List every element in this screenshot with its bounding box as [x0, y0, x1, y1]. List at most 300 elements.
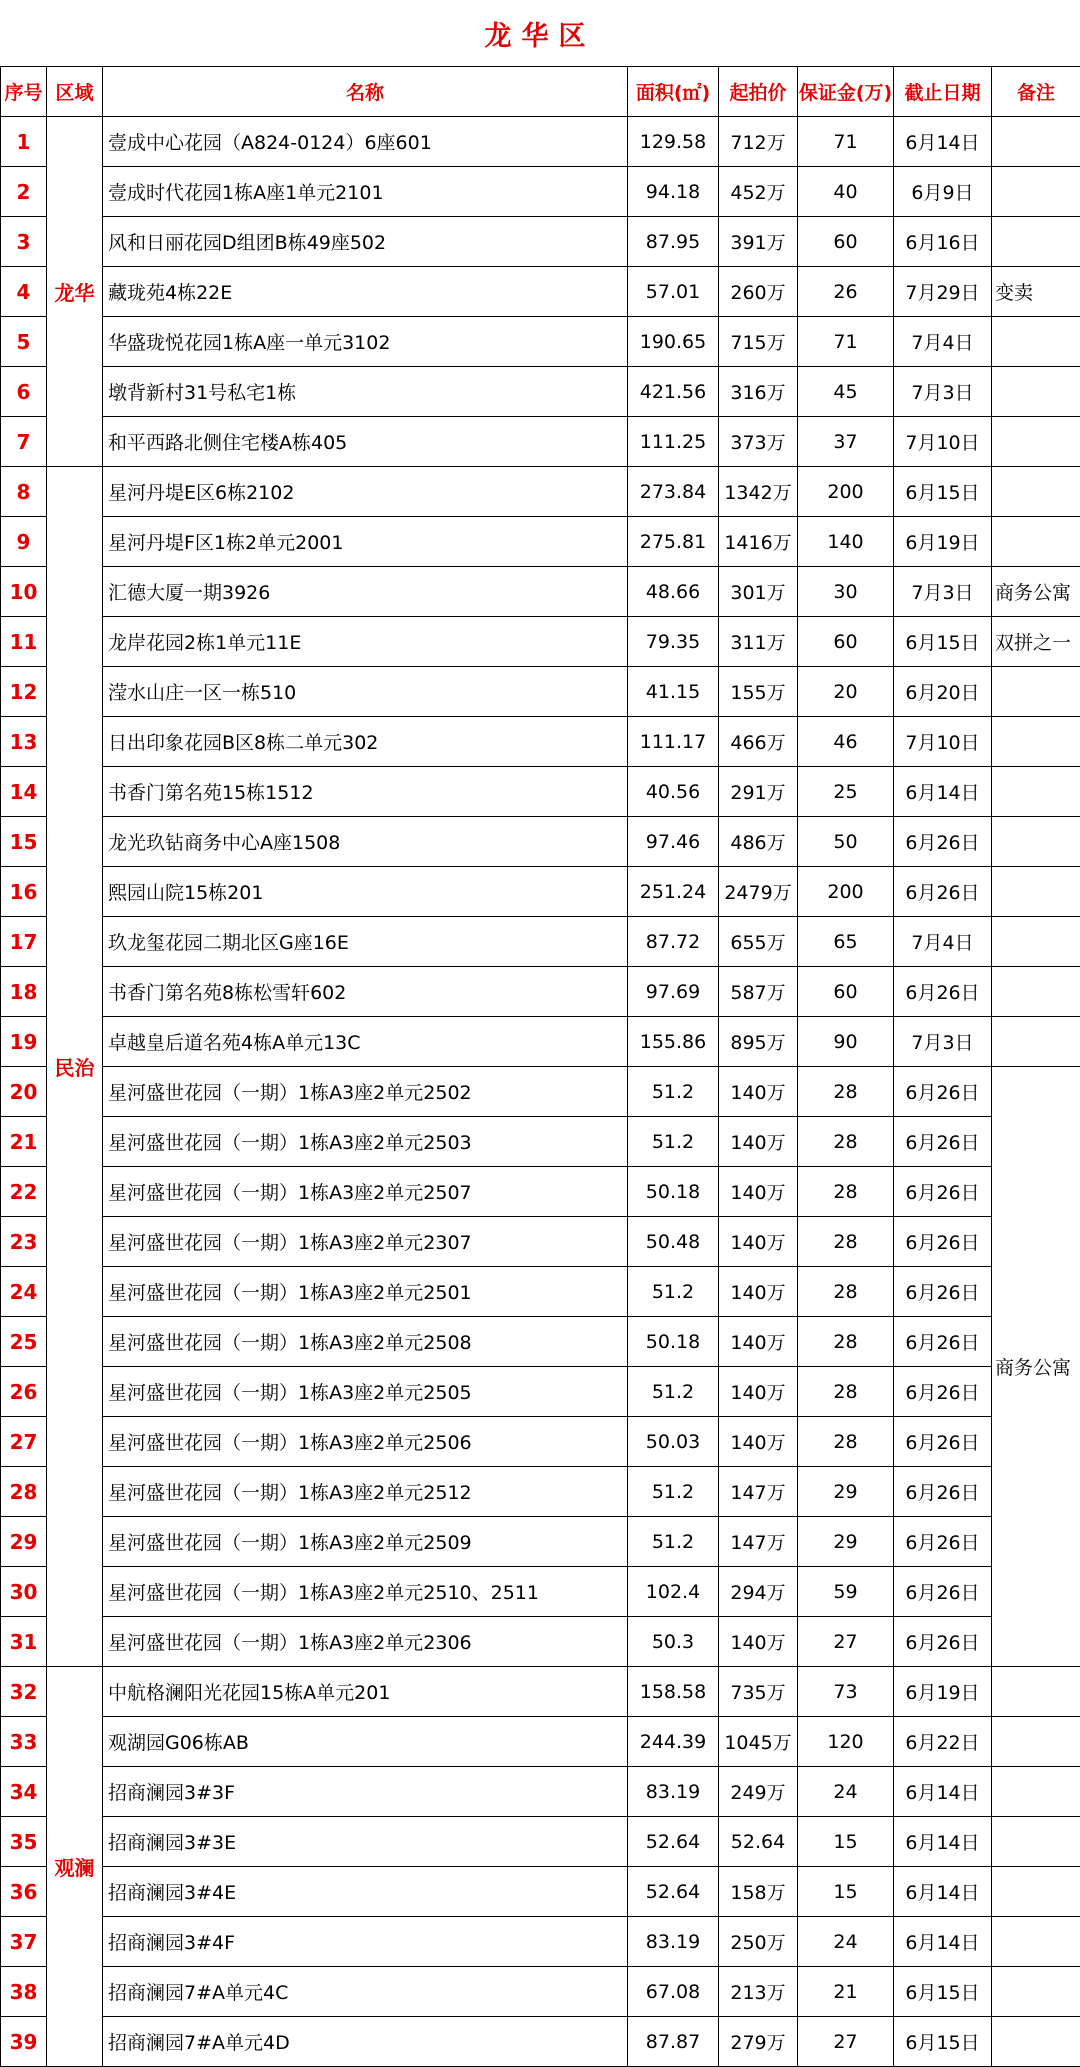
row-index: 34: [1, 1767, 47, 1817]
remark-cell: [992, 817, 1080, 867]
property-name: 星河盛世花园（一期）1栋A3座2单元2510、2511: [103, 1567, 628, 1617]
property-name: 招商澜园7#A单元4D: [103, 2017, 628, 2067]
row-index: 7: [1, 417, 47, 467]
row-index: 31: [1, 1617, 47, 1667]
deadline-cell: 6月14日: [894, 1867, 992, 1917]
table-row: [1, 1467, 1080, 1517]
area-cell: 275.81: [628, 517, 719, 567]
deposit-cell: 29: [798, 1517, 894, 1567]
row-index: 20: [1, 1067, 47, 1117]
area-cell: 51.2: [628, 1517, 719, 1567]
start-price-cell: 140万: [719, 1367, 798, 1417]
deposit-cell: 15: [798, 1867, 894, 1917]
area-cell: 129.58: [628, 117, 719, 167]
deposit-cell: 200: [798, 467, 894, 517]
property-name: 星河盛世花园（一期）1栋A3座2单元2506: [103, 1417, 628, 1467]
deposit-cell: 28: [798, 1167, 894, 1217]
table-row: [1, 467, 1080, 517]
deposit-cell: 46: [798, 717, 894, 767]
deadline-cell: 6月26日: [894, 1067, 992, 1117]
area-cell: 83.19: [628, 1917, 719, 1967]
start-price-cell: 1416万: [719, 517, 798, 567]
deposit-cell: 24: [798, 1767, 894, 1817]
row-index: 33: [1, 1717, 47, 1767]
deadline-cell: 7月3日: [894, 567, 992, 617]
table-row: [1, 1217, 1080, 1267]
deposit-cell: 21: [798, 1967, 894, 2017]
start-price-cell: 373万: [719, 417, 798, 467]
start-price-cell: 301万: [719, 567, 798, 617]
start-price-cell: 1342万: [719, 467, 798, 517]
property-name: 风和日丽花园D组团B栋49座502: [103, 217, 628, 267]
table-row: [1, 1767, 1080, 1817]
district-cell: 民治: [47, 467, 103, 1667]
area-cell: 50.18: [628, 1167, 719, 1217]
start-price-cell: 213万: [719, 1967, 798, 2017]
start-price-cell: 587万: [719, 967, 798, 1017]
area-cell: 102.4: [628, 1567, 719, 1617]
deadline-cell: 6月15日: [894, 1967, 992, 2017]
deposit-cell: 59: [798, 1567, 894, 1617]
deadline-cell: 6月26日: [894, 1317, 992, 1367]
start-price-cell: 291万: [719, 767, 798, 817]
deposit-cell: 28: [798, 1417, 894, 1467]
deadline-cell: 6月14日: [894, 117, 992, 167]
start-price-cell: 250万: [719, 1917, 798, 1967]
deposit-cell: 71: [798, 317, 894, 367]
deadline-cell: 6月26日: [894, 1167, 992, 1217]
deadline-cell: 6月26日: [894, 967, 992, 1017]
remark-cell: [992, 367, 1080, 417]
table-row: [1, 817, 1080, 867]
deposit-cell: 28: [798, 1217, 894, 1267]
row-index: 25: [1, 1317, 47, 1367]
start-price-cell: 715万: [719, 317, 798, 367]
start-price-cell: 140万: [719, 1167, 798, 1217]
deposit-cell: 29: [798, 1467, 894, 1517]
table-row: [1, 1017, 1080, 1067]
start-price-cell: 466万: [719, 717, 798, 767]
deposit-cell: 30: [798, 567, 894, 617]
deadline-cell: 6月26日: [894, 1567, 992, 1617]
auction-table: [0, 66, 1080, 2067]
deadline-cell: 6月9日: [894, 167, 992, 217]
property-name: 招商澜园3#3F: [103, 1767, 628, 1817]
deposit-cell: 60: [798, 217, 894, 267]
area-cell: 244.39: [628, 1717, 719, 1767]
deposit-cell: 200: [798, 867, 894, 917]
property-name: 星河盛世花园（一期）1栋A3座2单元2512: [103, 1467, 628, 1517]
remark-cell: [992, 1967, 1080, 2017]
property-name: 壹成中心花园（A824-0124）6座601: [103, 117, 628, 167]
remark-cell: [992, 467, 1080, 517]
start-price-cell: 316万: [719, 367, 798, 417]
header-index: 序号: [1, 67, 47, 117]
property-name: 星河丹堤F区1栋2单元2001: [103, 517, 628, 567]
property-name: 招商澜园3#3E: [103, 1817, 628, 1867]
table-row: [1, 767, 1080, 817]
remark-cell: [992, 117, 1080, 167]
deadline-cell: 6月26日: [894, 817, 992, 867]
start-price-cell: 147万: [719, 1467, 798, 1517]
header-deposit: 保证金(万): [798, 67, 894, 117]
table-row: [1, 1267, 1080, 1317]
page-title: 龙华区: [0, 0, 1080, 66]
deposit-cell: 24: [798, 1917, 894, 1967]
start-price-cell: 140万: [719, 1117, 798, 1167]
deadline-cell: 7月10日: [894, 717, 992, 767]
row-index: 32: [1, 1667, 47, 1717]
deposit-cell: 20: [798, 667, 894, 717]
table-row: [1, 1717, 1080, 1767]
deposit-cell: 45: [798, 367, 894, 417]
area-cell: 87.72: [628, 917, 719, 967]
deadline-cell: 6月15日: [894, 467, 992, 517]
deadline-cell: 7月10日: [894, 417, 992, 467]
area-cell: 50.3: [628, 1617, 719, 1667]
property-name: 观湖园G06栋AB: [103, 1717, 628, 1767]
deadline-cell: 7月3日: [894, 367, 992, 417]
property-name: 星河丹堤E区6栋2102: [103, 467, 628, 517]
deposit-cell: 120: [798, 1717, 894, 1767]
row-index: 22: [1, 1167, 47, 1217]
deadline-cell: 7月4日: [894, 917, 992, 967]
remark-cell: [992, 217, 1080, 267]
remark-cell: [992, 867, 1080, 917]
table-row: [1, 1817, 1080, 1867]
table-row: [1, 1167, 1080, 1217]
deposit-cell: 65: [798, 917, 894, 967]
deadline-cell: 6月22日: [894, 1717, 992, 1767]
property-name: 星河盛世花园（一期）1栋A3座2单元2508: [103, 1317, 628, 1367]
row-index: 11: [1, 617, 47, 667]
row-index: 14: [1, 767, 47, 817]
deposit-cell: 28: [798, 1117, 894, 1167]
remark-cell: 双拼之一: [992, 617, 1080, 667]
property-name: 星河盛世花园（一期）1栋A3座2单元2501: [103, 1267, 628, 1317]
table-row: [1, 1367, 1080, 1417]
area-cell: 111.17: [628, 717, 719, 767]
row-index: 4: [1, 267, 47, 317]
table-row: [1, 2017, 1080, 2067]
area-cell: 51.2: [628, 1067, 719, 1117]
district-cell: 龙华: [47, 117, 103, 467]
property-name: 书香门第名苑15栋1512: [103, 767, 628, 817]
deadline-cell: 6月19日: [894, 1667, 992, 1717]
header-name: 名称: [103, 67, 628, 117]
deposit-cell: 37: [798, 417, 894, 467]
area-cell: 51.2: [628, 1117, 719, 1167]
property-name: 招商澜园3#4F: [103, 1917, 628, 1967]
deadline-cell: 6月26日: [894, 1117, 992, 1167]
property-name: 滢水山庄一区一栋510: [103, 667, 628, 717]
row-index: 27: [1, 1417, 47, 1467]
start-price-cell: 140万: [719, 1067, 798, 1117]
deposit-cell: 90: [798, 1017, 894, 1067]
deadline-cell: 6月14日: [894, 1817, 992, 1867]
remark-cell: [992, 717, 1080, 767]
row-index: 35: [1, 1817, 47, 1867]
table-row: [1, 1517, 1080, 1567]
start-price-cell: 712万: [719, 117, 798, 167]
deposit-cell: 28: [798, 1267, 894, 1317]
row-index: 19: [1, 1017, 47, 1067]
table-row: [1, 567, 1080, 617]
start-price-cell: 155万: [719, 667, 798, 717]
table-row: [1, 1567, 1080, 1617]
row-index: 8: [1, 467, 47, 517]
area-cell: 51.2: [628, 1467, 719, 1517]
table-row: [1, 167, 1080, 217]
property-name: 卓越皇后道名苑4栋A单元13C: [103, 1017, 628, 1067]
start-price-cell: 1045万: [719, 1717, 798, 1767]
deadline-cell: 6月15日: [894, 2017, 992, 2067]
table-row: [1, 1317, 1080, 1367]
deposit-cell: 28: [798, 1067, 894, 1117]
property-name: 熙园山院15栋201: [103, 867, 628, 917]
row-index: 13: [1, 717, 47, 767]
start-price-cell: 140万: [719, 1317, 798, 1367]
property-name: 日出印象花园B区8栋二单元302: [103, 717, 628, 767]
area-cell: 41.15: [628, 667, 719, 717]
table-row: [1, 617, 1080, 667]
deadline-cell: 6月26日: [894, 1617, 992, 1667]
table-row: [1, 917, 1080, 967]
start-price-cell: 294万: [719, 1567, 798, 1617]
area-cell: 111.25: [628, 417, 719, 467]
start-price-cell: 486万: [719, 817, 798, 867]
table-row: [1, 1917, 1080, 1967]
row-index: 29: [1, 1517, 47, 1567]
table-row: [1, 717, 1080, 767]
table-row: [1, 967, 1080, 1017]
deposit-cell: 60: [798, 967, 894, 1017]
row-index: 28: [1, 1467, 47, 1517]
header-start-price: 起拍价: [719, 67, 798, 117]
table-row: [1, 1867, 1080, 1917]
remark-cell: [992, 767, 1080, 817]
remark-cell: 变卖: [992, 267, 1080, 317]
remark-cell: [992, 1817, 1080, 1867]
property-name: 星河盛世花园（一期）1栋A3座2单元2306: [103, 1617, 628, 1667]
area-cell: 48.66: [628, 567, 719, 617]
deadline-cell: 7月4日: [894, 317, 992, 367]
area-cell: 51.2: [628, 1367, 719, 1417]
area-cell: 97.69: [628, 967, 719, 1017]
remark-cell: [992, 1867, 1080, 1917]
area-cell: 273.84: [628, 467, 719, 517]
area-cell: 50.18: [628, 1317, 719, 1367]
row-index: 38: [1, 1967, 47, 2017]
deposit-cell: 28: [798, 1317, 894, 1367]
area-cell: 50.03: [628, 1417, 719, 1467]
row-index: 16: [1, 867, 47, 917]
table-row: [1, 367, 1080, 417]
start-price-cell: 391万: [719, 217, 798, 267]
start-price-cell: 140万: [719, 1417, 798, 1467]
remark-cell: [992, 667, 1080, 717]
deadline-cell: 7月3日: [894, 1017, 992, 1067]
deposit-cell: 40: [798, 167, 894, 217]
area-cell: 52.64: [628, 1867, 719, 1917]
remark-cell: [992, 1667, 1080, 1717]
deadline-cell: 6月14日: [894, 767, 992, 817]
property-name: 星河盛世花园（一期）1栋A3座2单元2307: [103, 1217, 628, 1267]
table-row: [1, 1067, 1080, 1117]
start-price-cell: 895万: [719, 1017, 798, 1067]
property-name: 壹成时代花园1栋A座1单元2101: [103, 167, 628, 217]
start-price-cell: 249万: [719, 1767, 798, 1817]
table-row: [1, 417, 1080, 467]
remark-cell: [992, 967, 1080, 1017]
property-name: 星河盛世花园（一期）1栋A3座2单元2509: [103, 1517, 628, 1567]
area-cell: 155.86: [628, 1017, 719, 1067]
district-cell: 观澜: [47, 1667, 103, 2067]
area-cell: 51.2: [628, 1267, 719, 1317]
row-index: 2: [1, 167, 47, 217]
row-index: 10: [1, 567, 47, 617]
deposit-cell: 27: [798, 1617, 894, 1667]
table-row: [1, 1617, 1080, 1667]
area-cell: 40.56: [628, 767, 719, 817]
property-name: 汇德大厦一期3926: [103, 567, 628, 617]
property-name: 藏珑苑4栋22E: [103, 267, 628, 317]
row-index: 12: [1, 667, 47, 717]
deadline-cell: 6月14日: [894, 1767, 992, 1817]
row-index: 39: [1, 2017, 47, 2067]
row-index: 36: [1, 1867, 47, 1917]
property-name: 和平西路北侧住宅楼A栋405: [103, 417, 628, 467]
start-price-cell: 140万: [719, 1217, 798, 1267]
start-price-cell: 452万: [719, 167, 798, 217]
table-row: [1, 117, 1080, 167]
table-row: [1, 667, 1080, 717]
header-remark: 备注: [992, 67, 1080, 117]
remark-cell: [992, 1717, 1080, 1767]
area-cell: 67.08: [628, 1967, 719, 2017]
deposit-cell: 71: [798, 117, 894, 167]
remark-cell: [992, 917, 1080, 967]
area-cell: 421.56: [628, 367, 719, 417]
property-name: 星河盛世花园（一期）1栋A3座2单元2502: [103, 1067, 628, 1117]
header-row: [1, 67, 1080, 117]
deadline-cell: 6月26日: [894, 867, 992, 917]
property-name: 玖龙玺花园二期北区G座16E: [103, 917, 628, 967]
remark-cell: [992, 517, 1080, 567]
deposit-cell: 50: [798, 817, 894, 867]
remark-cell: [992, 317, 1080, 367]
start-price-cell: 279万: [719, 2017, 798, 2067]
start-price-cell: 2479万: [719, 867, 798, 917]
start-price-cell: 260万: [719, 267, 798, 317]
deadline-cell: 6月26日: [894, 1517, 992, 1567]
remark-cell: 商务公寓: [992, 567, 1080, 617]
start-price-cell: 140万: [719, 1617, 798, 1667]
table-row: [1, 867, 1080, 917]
area-cell: 87.95: [628, 217, 719, 267]
start-price-cell: 735万: [719, 1667, 798, 1717]
deposit-cell: 60: [798, 617, 894, 667]
remark-cell: [992, 417, 1080, 467]
table-row: [1, 267, 1080, 317]
row-index: 30: [1, 1567, 47, 1617]
area-cell: 79.35: [628, 617, 719, 667]
start-price-cell: 140万: [719, 1267, 798, 1317]
row-index: 23: [1, 1217, 47, 1267]
table-row: [1, 1117, 1080, 1167]
remark-cell: [992, 1767, 1080, 1817]
row-index: 24: [1, 1267, 47, 1317]
area-cell: 94.18: [628, 167, 719, 217]
row-index: 3: [1, 217, 47, 267]
row-index: 21: [1, 1117, 47, 1167]
row-index: 26: [1, 1367, 47, 1417]
row-index: 17: [1, 917, 47, 967]
deadline-cell: 6月26日: [894, 1417, 992, 1467]
property-name: 龙岸花园2栋1单元11E: [103, 617, 628, 667]
deadline-cell: 6月15日: [894, 617, 992, 667]
row-index: 15: [1, 817, 47, 867]
deposit-cell: 25: [798, 767, 894, 817]
area-cell: 190.65: [628, 317, 719, 367]
header-area: 面积(㎡): [628, 67, 719, 117]
area-cell: 57.01: [628, 267, 719, 317]
property-name: 星河盛世花园（一期）1栋A3座2单元2507: [103, 1167, 628, 1217]
remark-cell: [992, 1917, 1080, 1967]
area-cell: 83.19: [628, 1767, 719, 1817]
deadline-cell: 6月26日: [894, 1467, 992, 1517]
deadline-cell: 7月29日: [894, 267, 992, 317]
deadline-cell: 6月26日: [894, 1267, 992, 1317]
table-row: [1, 1667, 1080, 1717]
deadline-cell: 6月16日: [894, 217, 992, 267]
start-price-cell: 147万: [719, 1517, 798, 1567]
deposit-cell: 27: [798, 2017, 894, 2067]
area-cell: 52.64: [628, 1817, 719, 1867]
property-name: 龙光玖钻商务中心A座1508: [103, 817, 628, 867]
property-name: 墩背新村31号私宅1栋: [103, 367, 628, 417]
remark-cell: [992, 1017, 1080, 1067]
start-price-cell: 655万: [719, 917, 798, 967]
start-price-cell: 158万: [719, 1867, 798, 1917]
deadline-cell: 6月26日: [894, 1217, 992, 1267]
table-row: [1, 1417, 1080, 1467]
remark-cell: 商务公寓: [992, 1067, 1080, 1667]
area-cell: 158.58: [628, 1667, 719, 1717]
deadline-cell: 6月20日: [894, 667, 992, 717]
deadline-cell: 6月26日: [894, 1367, 992, 1417]
area-cell: 87.87: [628, 2017, 719, 2067]
table-row: [1, 1967, 1080, 2017]
property-name: 华盛珑悦花园1栋A座一单元3102: [103, 317, 628, 367]
start-price-cell: 311万: [719, 617, 798, 667]
deposit-cell: 15: [798, 1817, 894, 1867]
property-name: 招商澜园3#4E: [103, 1867, 628, 1917]
row-index: 9: [1, 517, 47, 567]
row-index: 6: [1, 367, 47, 417]
area-cell: 97.46: [628, 817, 719, 867]
deposit-cell: 73: [798, 1667, 894, 1717]
row-index: 1: [1, 117, 47, 167]
row-index: 37: [1, 1917, 47, 1967]
header-district: 区域: [47, 67, 103, 117]
deadline-cell: 6月19日: [894, 517, 992, 567]
table-row: [1, 217, 1080, 267]
deadline-cell: 6月14日: [894, 1917, 992, 1967]
property-name: 招商澜园7#A单元4C: [103, 1967, 628, 2017]
remark-cell: [992, 2017, 1080, 2067]
area-cell: 251.24: [628, 867, 719, 917]
